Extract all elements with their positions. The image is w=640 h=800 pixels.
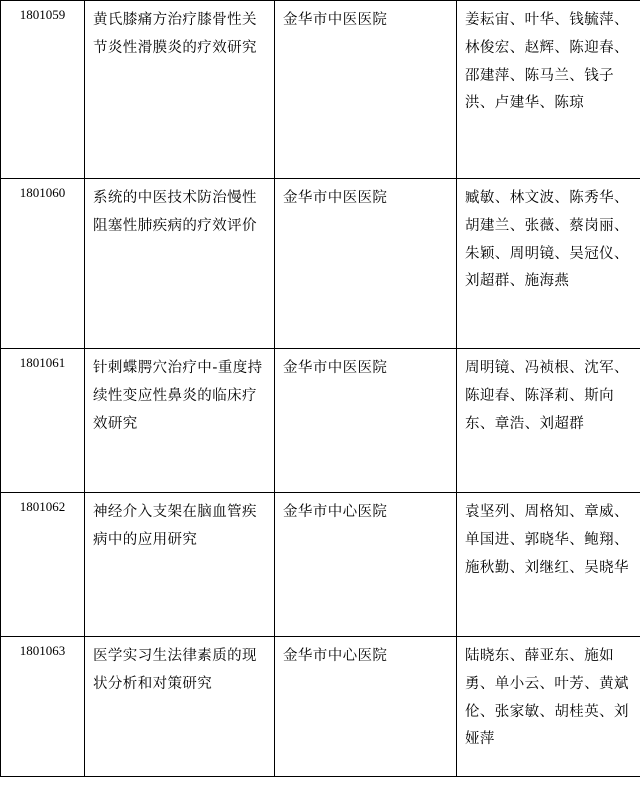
table-row [1,493,640,637]
project-organization-text: 金华市中心医院 [283,648,388,664]
project-members-text: 陆晓东、薛亚东、施如勇、单小云、叶芳、黄斌伦、张家敏、胡桂英、刘娅萍 [465,648,629,748]
table-row [1,1,640,179]
project-code-text: 1801063 [19,643,66,658]
project-code-cell [1,179,85,349]
project-code-cell [1,349,85,493]
project-code-text: 1801062 [19,499,66,514]
project-members-cell [457,637,640,777]
project-members-cell [457,1,640,179]
project-code-cell [1,493,85,637]
project-code-text: 1801059 [19,7,66,22]
project-members-text: 臧敏、林文波、陈秀华、胡建兰、张薇、蔡岗丽、朱颖、周明镜、吴冠仪、刘超群、施海燕 [465,190,629,290]
project-organization-cell [275,1,457,179]
project-code-text: 1801060 [19,185,66,200]
project-members-text: 周明镜、冯祯根、沈军、陈迎春、陈泽莉、斯向东、章浩、刘超群 [465,360,629,432]
project-title-text: 神经介入支架在脑血管疾病中的应用研究 [93,504,257,548]
project-organization-text: 金华市中心医院 [283,504,388,520]
project-members-text: 姜耘宙、叶华、钱毓萍、林俊宏、赵辉、陈迎春、邵建萍、陈马兰、钱子洪、卢建华、陈琼 [465,12,629,112]
project-organization-cell [275,493,457,637]
project-organization-cell [275,349,457,493]
project-organization-cell [275,179,457,349]
project-organization-text: 金华市中医医院 [283,360,388,376]
project-title-cell [85,1,275,179]
project-members-text: 袁坚列、周格知、章威、单国进、郭晓华、鲍翔、施秋勤、刘继红、吴晓华 [465,504,629,576]
table-body [1,1,640,777]
table-row [1,179,640,349]
project-organization-text: 金华市中医医院 [283,12,388,28]
project-title-text: 针刺蝶腭穴治疗中-重度持续性变应性鼻炎的临床疗效研究 [93,360,263,432]
project-organization-cell [275,637,457,777]
project-title-text: 医学实习生法律素质的现状分析和对策研究 [93,648,257,692]
project-organization-text: 金华市中医医院 [283,190,388,206]
project-members-cell [457,349,640,493]
project-title-cell [85,179,275,349]
table-row [1,349,640,493]
project-members-cell [457,179,640,349]
project-code-cell [1,637,85,777]
project-title-cell [85,637,275,777]
table-row [1,637,640,777]
project-title-text: 系统的中医技术防治慢性阻塞性肺疾病的疗效评价 [93,190,257,234]
project-members-cell [457,493,640,637]
project-title-text: 黄氏膝痛方治疗膝骨性关节炎性滑膜炎的疗效研究 [93,12,257,56]
project-title-cell [85,493,275,637]
project-code-cell [1,1,85,179]
project-title-cell [85,349,275,493]
project-code-text: 1801061 [19,355,66,370]
